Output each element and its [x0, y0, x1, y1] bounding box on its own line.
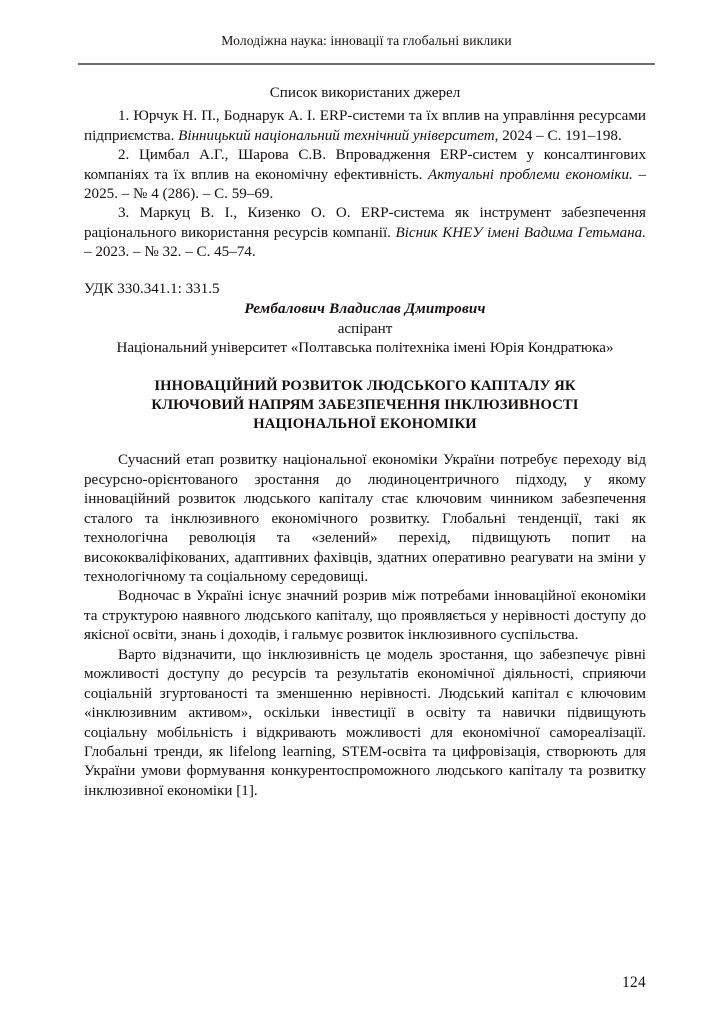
article-body: [84, 451, 646, 801]
author-block: [84, 300, 646, 358]
reference-source-italic: Вісник КНЕУ імені Вадима Гетьмана.: [395, 224, 646, 241]
reference-item: [84, 107, 646, 146]
body-paragraph: Сучасний етап розвитку національної економіки України потребує переходу від ресурсно-орієнтованого зростання до людиноцентричного підходу, у якому інноваційний розвиток людського капіталу стає ключовим чинником забезпечення сталого та інклюзивного економічного розвитку. Глобальні тенденції, такі як технологічна революція та «зелений» перехід, підвищують попит на висококваліфікованих, адаптивних фахівців, здатних оперативно реагувати на зміни у технологічному та соціальному середовищі.: [84, 452, 646, 585]
udk-code: УДК 330.341.1: 331.5: [84, 280, 220, 297]
author-degree: аспірант: [337, 320, 393, 337]
reference-text-tail: – 2023. – № 32. – С. 45–74.: [84, 244, 256, 261]
reference-text-plain: 3. Маркуц В. І., Кизенко О. О. ERP-система як інструмент забезпечення раціонального використання ресурсів компанії.: [84, 205, 646, 241]
body-paragraph: Варто відзначити, що інклюзивність це модель зростання, що забезпечує рівні можливості доступу до ресурсів та результатів економічної діяльності, сприяючи соціальній згуртованості та зменшенню нерівності. Людський капітал є ключовим «інклюзивним активом», оскільки інвестиції в освіту та навички підвищують соціальну мобільність і відкривають можливості для економічної самореалізації. Глобальні тренди, як lifelong learning, STEM-освіта та цифровізація, створюють для України умови формування конкурентоспроможного людського капіталу та розвитку інклюзивної економіки [1].: [84, 646, 646, 799]
article-title-line: КЛЮЧОВИЙ НАПРЯМ ЗАБЕЗПЕЧЕННЯ ІНКЛЮЗИВНОСТІ: [151, 397, 579, 414]
reference-text-tail: – 2025. – № 4 (286). – С. 59–69.: [84, 166, 647, 203]
reference-item: [84, 146, 646, 204]
reference-text-plain: 1. Юрчук Н. П., Боднарук А. І. ERP-системи та їх вплив на управління ресурсами підприємства.: [84, 108, 646, 144]
page-number: 124: [622, 974, 646, 991]
reference-source-italic: Актуальні проблеми економіки.: [428, 166, 633, 183]
header-rule: [78, 63, 655, 65]
running-header: Молодіжна наука: інновації та глобальні виклики: [221, 33, 512, 48]
reference-text-plain: 2. Цимбал А.Г., Шарова С.В. Впровадження ERP-систем у консалтингових компаніях та їх вплив на економічну ефективність.: [84, 147, 646, 183]
reference-item: [84, 204, 646, 262]
article-title-line: НАЦІОНАЛЬНОЇ ЕКОНОМІКИ: [253, 416, 477, 433]
article-title-line: ІННОВАЦІЙНИЙ РОЗВИТОК ЛЮДСЬКОГО КАПІТАЛУ ЯК: [154, 378, 576, 395]
reference-source-italic: Вінницький національний технічний університет: [178, 127, 495, 144]
article-title: [84, 377, 646, 434]
reference-text-tail: , 2024 – С. 191–198.: [494, 127, 622, 144]
page-content: [84, 84, 646, 801]
references-heading: Список використаних джерел: [269, 85, 461, 101]
author-affiliation: Національний університет «Полтавська політехніка імені Юрія Кондратюка»: [116, 340, 614, 356]
author-name: Рембалович Владислав Дмитрович: [244, 301, 486, 318]
references-list: [84, 107, 646, 262]
body-paragraph: Водночас в Україні існує значний розрив між потребами інноваційної економіки та структурою наявного людського капіталу, що проявляється у нерівності доступу до якісної освіти, знань і доходів, і гальмує розвиток інклюзивного суспільства.: [84, 588, 646, 644]
